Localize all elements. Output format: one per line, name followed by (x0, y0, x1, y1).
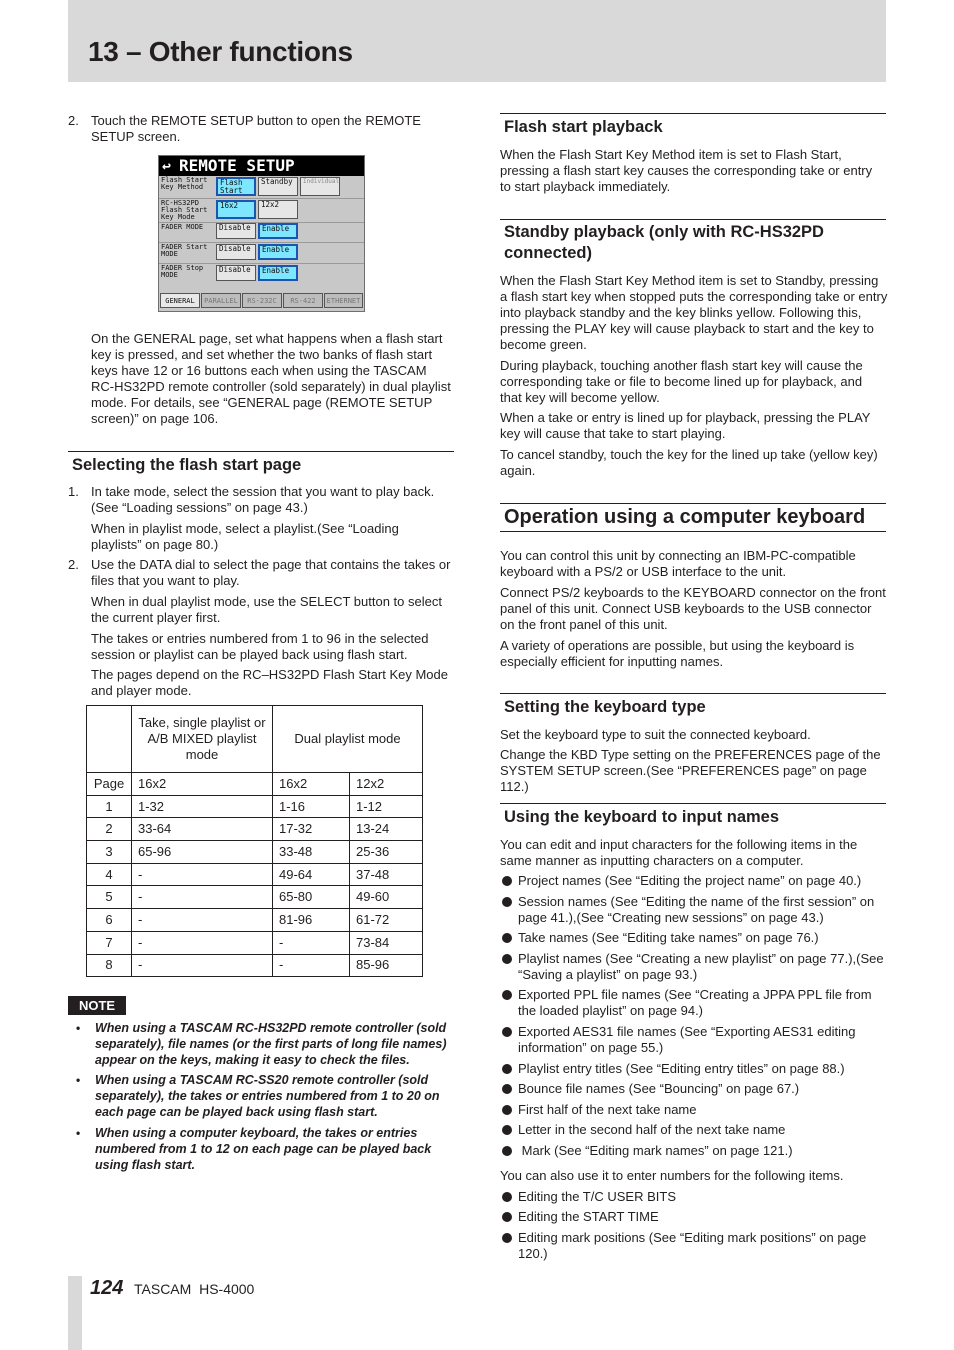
table-cell: 8 (87, 954, 132, 977)
table-cell: 1-32 (132, 795, 273, 818)
rs-option-12x2[interactable]: 12x2 (258, 200, 298, 219)
table-cell: - (273, 954, 350, 977)
table-cell: 25-36 (350, 841, 423, 864)
step-number: 1. (68, 484, 79, 499)
list-item-text: Project names (See “Editing the project name” on page 40.) (518, 873, 862, 888)
bullet-icon (502, 1027, 512, 1037)
table-cell: 1-16 (273, 795, 350, 818)
standby-paragraph: When the Flash Start Key Method item is set to Standby, pressing a flash start key when stopped puts the corresponding take or entry into playback standby and the key blinks yellow. Following this, pressing the PLAY key will cause playback to start and the key to become green. (500, 273, 888, 352)
rs-option-enable[interactable]: Enable (258, 223, 298, 239)
list-item-text: Playlist entry titles (See “Editing entry titles” on page 88.) (518, 1061, 845, 1076)
step-text: When in dual playlist mode, use the SELECT button to select the current player first. (91, 594, 442, 625)
step-text: The pages depend on the RC–HS32PD Flash Start Key Mode and player mode. (91, 667, 448, 698)
general-page-paragraph: On the GENERAL page, set what happens when a flash start key is pressed, and set whether the two banks of flash start keys have 12 or 16 buttons each when using the TASCAM RC-HS32PD remote controller (sold separately) in dual playlist mode. For details, see “GENERAL page (REMOTE SETUP screen)” on page 106. (91, 331, 451, 426)
table-row (87, 954, 423, 977)
note-badge: NOTE (68, 996, 126, 1015)
chapter-title: 13 – Other functions (88, 36, 353, 67)
table-subheader-row (87, 773, 423, 796)
list-item-text: First half of the next take name (518, 1102, 697, 1117)
step-text: Touch the REMOTE SETUP button to open the REMOTE SETUP screen. (91, 113, 421, 144)
list-item-text: Editing the T/C USER BITS (518, 1189, 676, 1204)
standby-paragraph: When a take or entry is lined up for playback, pressing the PLAY key will cause that take to start playing. (500, 410, 871, 441)
table-cell: 12x2 (350, 773, 423, 796)
section-title-keyboard-type: Setting the keyboard type (504, 698, 706, 716)
step-text: The takes or entries numbered from 1 to 96 in the selected session or playlist can be played back using flash start. (91, 631, 429, 662)
table-cell: 16x2 (273, 773, 350, 796)
table-row (87, 909, 423, 932)
standby-paragraph: To cancel standby, touch the key for the lined up take (yellow key) again. (500, 447, 878, 478)
note-text: When using a TASCAM RC-HS32PD remote controller (sold separately), file names (or the first parts of long file names) appear on the keys, making it easy to check the files. (95, 1021, 447, 1067)
table-cell: - (132, 954, 273, 977)
standby-paragraph: During playback, touching another flash start key will cause the corresponding take or file to become lined up for playback, and that key will become yellow. (500, 358, 863, 405)
table-row (87, 795, 423, 818)
table-cell: - (132, 909, 273, 932)
table-cell: 49-60 (350, 886, 423, 909)
section-rule (500, 113, 886, 114)
section-rule (500, 803, 886, 804)
bullet-icon: • (76, 1021, 81, 1035)
table-cell: 13-24 (350, 818, 423, 841)
table-cell: - (132, 931, 273, 954)
table-cell (87, 706, 132, 773)
rs-option-standby[interactable]: Standby (258, 177, 298, 196)
section-title-computer-keyboard: Operation using a computer keyboard (504, 506, 866, 528)
list-item-text: Exported PPL file names (See “Creating a JPPA PPL file from the loaded playlist” on page 94.) (518, 987, 872, 1018)
flash-paragraph: When the Flash Start Key Method item is set to Flash Start, pressing a flash start key causes the corresponding take or entry to start playback immediately. (500, 147, 873, 194)
table-cell: 1 (87, 795, 132, 818)
table-row (87, 818, 423, 841)
footer-brand: TASCAM HS-4000 (134, 1281, 255, 1297)
bullet-icon (502, 897, 512, 907)
bullet-icon (502, 1146, 512, 1156)
rs-label-fader-stop: FADER Stop MODE (161, 264, 204, 279)
rs-option-flash-start[interactable]: Flash Start (216, 177, 256, 196)
section-rule (500, 693, 886, 694)
table-cell: 33-64 (132, 818, 273, 841)
table-header-row (87, 706, 423, 773)
list-item-text: Letter in the second half of the next take name (518, 1122, 786, 1137)
list-item-text: Take names (See “Editing take names” on page 76.) (518, 930, 819, 945)
remote-setup-titlebar (159, 156, 364, 176)
kbtype-paragraph: Set the keyboard type to suit the connected keyboard. (500, 727, 811, 742)
section-title-input-names: Using the keyboard to input names (504, 808, 780, 826)
table-cell: 65-80 (273, 886, 350, 909)
bullet-icon: • (76, 1126, 81, 1140)
bullet-icon (502, 1105, 512, 1115)
rs-label-key-method: Flash Start Key Method (161, 176, 208, 191)
step-text: Use the DATA dial to select the page that contains the takes or files that you want to play. (91, 557, 451, 588)
list-item-text: Playlist names (See “Creating a new playlist” on page 77.),(See “Saving a playlist” on page 93.) (518, 951, 884, 982)
list-item-text: Editing the START TIME (518, 1209, 659, 1224)
names-intro: You can edit and input characters for the following items in the same manner as inputting characters on a computer. (500, 837, 858, 868)
section-rule (500, 531, 886, 532)
step-text: In take mode, select the session that you want to play back. (See “Loading sessions” on page 43.) (91, 484, 435, 515)
flash-page-table (86, 705, 423, 977)
rs-label-fader-start: FADER Start MODE (161, 243, 208, 258)
section-title-standby-playback: Standby playback (only with RC-HS32PD connected) (504, 223, 824, 262)
table-cell: 2 (87, 818, 132, 841)
table-cell: 5 (87, 886, 132, 909)
rs-tab-ethernet[interactable]: ETHERNET (324, 293, 363, 308)
rs-label-key-mode: RC-HS32PD Flash Start Key Mode (161, 199, 208, 221)
bullet-icon (502, 876, 512, 886)
list-item-text: Mark (See “Editing mark names” on page 121.) (518, 1143, 793, 1158)
table-cell: - (132, 863, 273, 886)
keyboard-paragraph: Connect PS/2 keyboards to the KEYBOARD connector on the front panel of this unit. Connect USB keyboards to the USB connector on the front panel of this unit. (500, 585, 886, 632)
section-rule (500, 503, 886, 504)
table-cell: 1-12 (350, 795, 423, 818)
section-title-flash-start-page: Selecting the flash start page (72, 456, 302, 474)
table-cell: 33-48 (273, 841, 350, 864)
step-number: 2. (68, 557, 79, 572)
list-item-text: Session names (See “Editing the name of the first session” on page 41.),(See “Creating new sessions” on page 43.) (518, 894, 875, 925)
rs-option-enable[interactable]: Enable (258, 265, 298, 281)
rs-option-individual[interactable]: Individual (300, 177, 340, 196)
rs-tab-rs422[interactable]: RS-422 (283, 293, 323, 308)
keyboard-paragraph: You can control this unit by connecting an IBM-PC-compatible keyboard with a PS/2 or USB interface to the unit. (500, 548, 856, 579)
table-cell: 37-48 (350, 863, 423, 886)
table-cell: 6 (87, 909, 132, 932)
table-cell: 73-84 (350, 931, 423, 954)
table-cell: - (273, 931, 350, 954)
list-item-text: Editing mark positions (See “Editing mark positions” on page 120.) (518, 1230, 867, 1261)
footer-bar (68, 1276, 82, 1350)
note-text: When using a TASCAM RC-SS20 remote controller (sold separately), the takes or entries numbered from 1 to 20 on each page can be played back using flash start. (95, 1073, 440, 1119)
rs-option-disable[interactable]: Disable (216, 244, 256, 260)
bullet-icon (502, 1212, 512, 1222)
bullet-icon (502, 1192, 512, 1202)
bullet-icon: • (76, 1073, 81, 1087)
return-arrow-icon: ↩ (162, 157, 172, 175)
table-row (87, 931, 423, 954)
bullet-icon (502, 933, 512, 943)
table-row (87, 863, 423, 886)
rs-tab-rs232c[interactable]: RS-232C (242, 293, 282, 308)
table-cell: 7 (87, 931, 132, 954)
table-cell: 61-72 (350, 909, 423, 932)
page-number: 124 (90, 1277, 124, 1299)
bullet-icon (502, 990, 512, 1000)
remote-setup-title: REMOTE SETUP (179, 156, 295, 175)
keyboard-paragraph: A variety of operations are possible, but using the keyboard is especially efficient for inputting names. (500, 638, 855, 669)
step-text: When in playlist mode, select a playlist.(See “Loading playlists” on page 80.) (91, 521, 399, 552)
table-cell: 4 (87, 863, 132, 886)
list-item-text: Exported AES31 file names (See “Exporting AES31 editing information” on page 55.) (518, 1024, 856, 1055)
table-row (87, 886, 423, 909)
rs-tab-general[interactable]: GENERAL (160, 293, 200, 308)
remote-setup-screenshot (158, 155, 365, 312)
table-cell: 85-96 (350, 954, 423, 977)
list-item-text: Bounce file names (See “Bouncing” on page 67.) (518, 1081, 800, 1096)
rs-option-enable[interactable]: Enable (258, 244, 298, 260)
table-header-take-mode: Take, single playlist or A/B MIXED playlist mode (132, 706, 273, 773)
bullet-icon (502, 1125, 512, 1135)
kbtype-paragraph: Change the KBD Type setting on the PREFERENCES page of the SYSTEM SETUP screen.(See “PREFERENCES page” on page 112.) (500, 747, 881, 794)
numbers-intro: You can also use it to enter numbers for the following items. (500, 1168, 844, 1183)
table-cell: 65-96 (132, 841, 273, 864)
table-cell: 49-64 (273, 863, 350, 886)
table-header-dual-playlist: Dual playlist mode (273, 706, 423, 773)
rs-option-16x2[interactable]: 16x2 (216, 200, 256, 219)
section-title-flash-start-playback: Flash start playback (504, 118, 663, 136)
table-cell: 81-96 (273, 909, 350, 932)
table-cell: - (132, 886, 273, 909)
table-cell: 3 (87, 841, 132, 864)
bullet-icon (502, 1233, 512, 1243)
rs-label-fader-mode: FADER MODE (161, 223, 204, 231)
rs-option-disable[interactable]: Disable (216, 223, 256, 239)
section-rule (500, 219, 886, 220)
table-cell: 17-32 (273, 818, 350, 841)
rs-option-disable[interactable]: Disable (216, 265, 256, 281)
note-text: When using a computer keyboard, the takes or entries numbered from 1 to 12 on each page can be played back using flash start. (95, 1126, 432, 1172)
section-rule (68, 451, 454, 452)
bullet-icon (502, 1064, 512, 1074)
bullet-icon (502, 1084, 512, 1094)
bullet-icon (502, 954, 512, 964)
table-row (87, 841, 423, 864)
rs-tab-parallel[interactable]: PARALLEL (201, 293, 241, 308)
table-cell: 16x2 (132, 773, 273, 796)
step-number: 2. (68, 113, 79, 128)
table-cell: Page (87, 773, 132, 796)
